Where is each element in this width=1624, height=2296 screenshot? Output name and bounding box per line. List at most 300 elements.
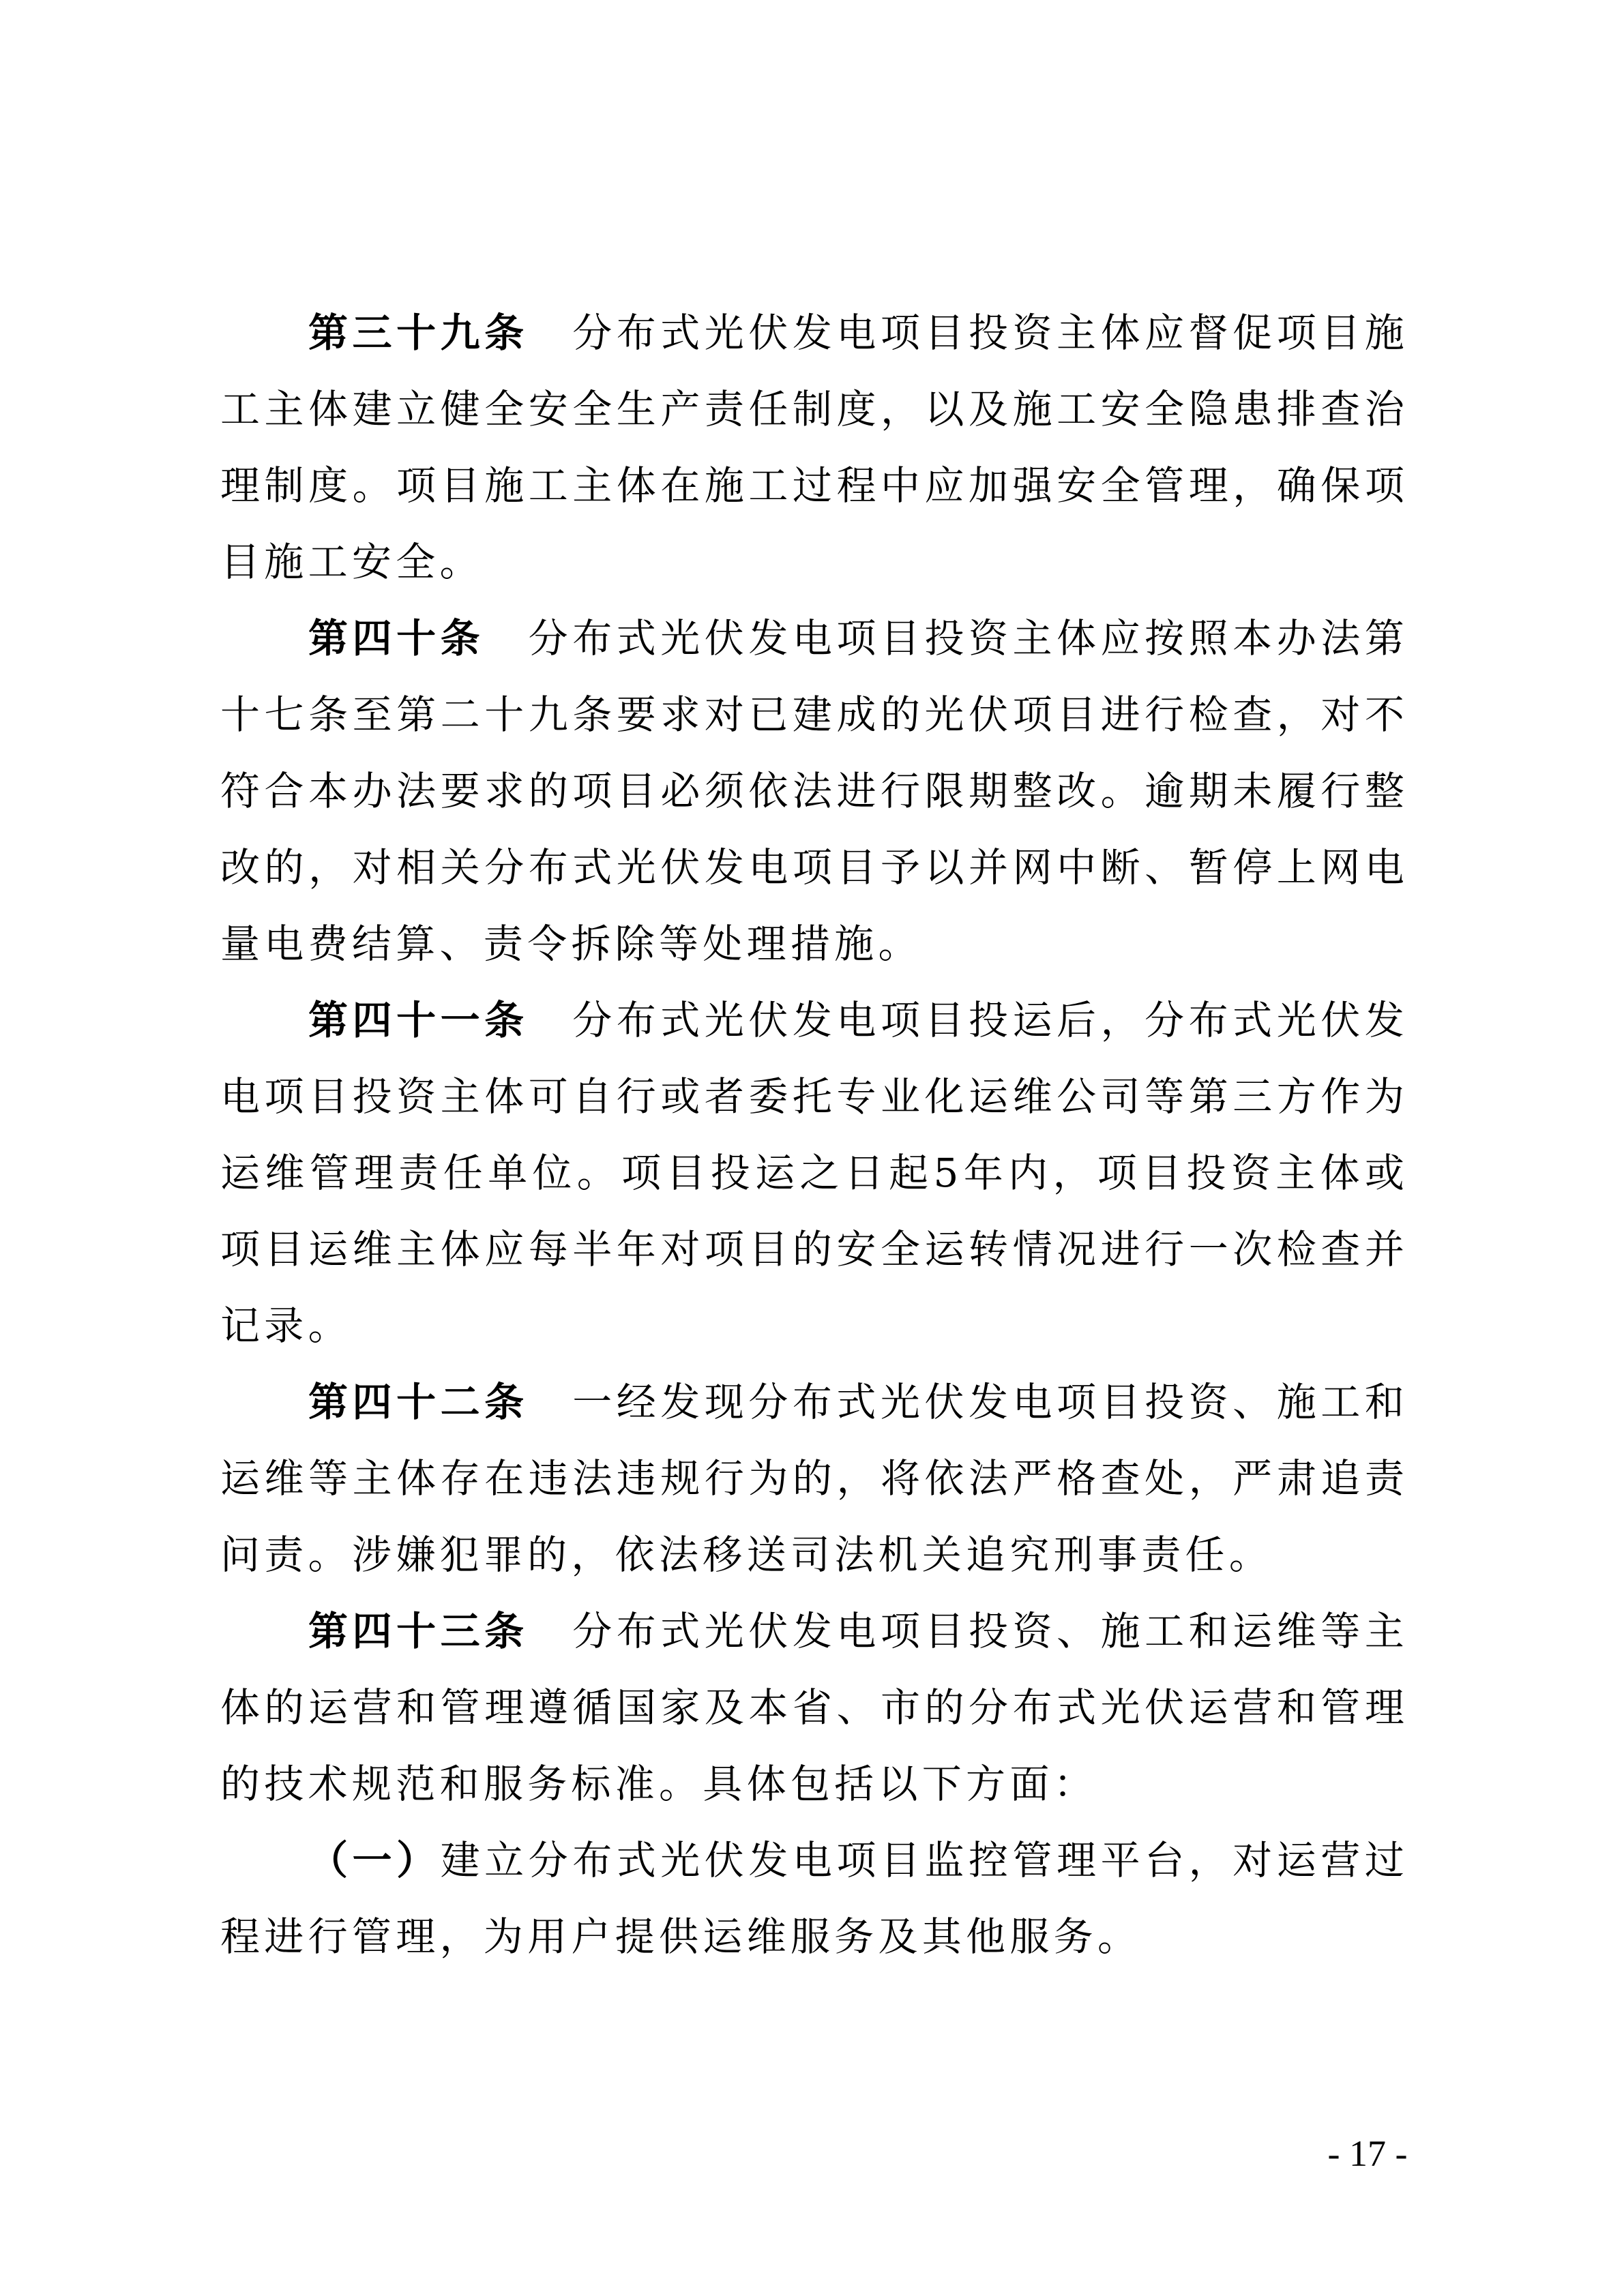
text-char: 务: [1053, 1913, 1093, 1960]
text-char: 予: [880, 844, 920, 891]
text-char: 体: [1057, 615, 1097, 661]
text-char: 事: [1097, 1532, 1137, 1578]
text-char: 理: [484, 1684, 525, 1731]
text-char: 发: [792, 997, 832, 1043]
text-char: 要: [440, 768, 480, 814]
text-char: 体: [1100, 310, 1140, 356]
text-char: 项: [1057, 1379, 1097, 1425]
text-char: 全: [880, 1226, 920, 1272]
text-char: 自: [572, 1073, 612, 1120]
text-char: 立: [484, 1837, 525, 1883]
text-char: 控: [968, 1837, 1008, 1883]
page-number: - 17 -: [1327, 2133, 1408, 2174]
text-char: 资: [1188, 1379, 1228, 1425]
text-char: 供: [658, 1913, 698, 1960]
text-char: 投: [1186, 1150, 1226, 1196]
text-char: 关: [440, 844, 480, 891]
text-char: ，: [1232, 462, 1273, 509]
text-char: 工: [220, 386, 261, 432]
text-char: 维: [264, 1455, 304, 1502]
text-char: 式: [616, 1837, 656, 1883]
text-char: 等: [308, 1455, 349, 1502]
paragraph-line: [220, 1287, 1404, 1364]
article-heading-char: 二: [440, 1379, 480, 1425]
text-char: 一: [1188, 1226, 1228, 1272]
text-char: 中: [1057, 844, 1097, 891]
text-char: 务: [527, 1761, 567, 1807]
text-char: 对: [352, 844, 392, 891]
text-char: 伏: [748, 997, 788, 1043]
text-char: 发: [748, 615, 788, 661]
text-char: 监: [924, 1837, 964, 1883]
text-char: 处: [703, 921, 743, 967]
text-char: 主: [352, 1455, 392, 1502]
text-char: 检: [1188, 691, 1228, 738]
text-char: 年: [963, 1150, 1003, 1196]
text-char: 行: [1320, 768, 1361, 814]
text-char: 强: [1012, 462, 1052, 509]
text-char: 程: [836, 462, 876, 509]
text-char: 七: [264, 691, 304, 738]
article-heading-char: 三: [440, 1608, 480, 1654]
text-char: 术: [308, 1761, 348, 1807]
text-char: 提: [615, 1913, 655, 1960]
text-char: 管: [1145, 462, 1185, 509]
text-char: 和: [1364, 1379, 1404, 1425]
text-char: 布: [1012, 1684, 1052, 1731]
text-char: 追: [1320, 1455, 1361, 1502]
text-char: 分: [748, 1379, 788, 1425]
text-char: 日: [844, 1150, 884, 1196]
article-heading-char: 第: [308, 1608, 349, 1654]
text-char: 经: [616, 1379, 656, 1425]
text-char: 项: [1097, 1150, 1137, 1196]
text-char: 目: [880, 615, 920, 661]
text-char: 投: [968, 1608, 1008, 1654]
paragraph-line: [220, 1746, 1404, 1822]
article-heading-char: ）: [396, 1837, 437, 1883]
text-char: 对: [1320, 691, 1361, 738]
text-char: 查: [1320, 386, 1361, 432]
text-char: 检: [1276, 1226, 1316, 1272]
text-char: 电: [748, 844, 788, 891]
text-char: 暂: [1188, 844, 1228, 891]
text-char: 市: [880, 1684, 920, 1731]
text-char: 求: [660, 691, 700, 738]
article-heading-char: 一: [352, 1837, 392, 1883]
text-char: 本: [748, 1684, 788, 1731]
text-char: 维: [1276, 1608, 1316, 1654]
text-char: [529, 295, 568, 371]
text-char: 平: [1100, 1837, 1140, 1883]
text-char: 理: [746, 921, 786, 967]
text-char: 项: [621, 1150, 662, 1196]
text-char: 规: [351, 1761, 392, 1807]
text-char: 目: [924, 997, 964, 1043]
text-char: 录: [264, 1302, 304, 1349]
text-char: 目: [666, 1150, 706, 1196]
text-char: 项: [572, 768, 612, 814]
text-char: 其: [921, 1913, 962, 1960]
text-char: 服: [790, 1913, 830, 1960]
text-char: 体: [1320, 1150, 1360, 1196]
text-char: ，: [1188, 1837, 1228, 1883]
text-char: 伏: [969, 691, 1009, 738]
text-char: 除: [615, 921, 655, 967]
text-char: 主: [440, 1073, 480, 1120]
text-char: 肃: [1276, 1455, 1316, 1502]
text-char: 布: [572, 615, 612, 661]
text-char: 十: [220, 691, 261, 738]
text-char: 九: [528, 691, 568, 738]
text-char: 布: [616, 310, 656, 356]
text-char: 运: [1188, 1684, 1228, 1731]
text-char: 体: [308, 386, 349, 432]
article-heading-char: 一: [440, 997, 480, 1043]
text-char: 健: [440, 386, 480, 432]
text-char: 为: [748, 1455, 788, 1502]
text-char: 光: [704, 997, 744, 1043]
text-char: 电: [836, 1608, 876, 1654]
text-char: 或: [1364, 1150, 1404, 1196]
text-char: 全: [396, 539, 436, 585]
article-heading-char: （: [308, 1837, 349, 1883]
text-char: 管: [1320, 1684, 1361, 1731]
text-char: 维: [352, 1226, 392, 1272]
text-char: 法: [969, 1455, 1009, 1502]
article-paragraph: [220, 295, 1404, 600]
text-char: 。: [658, 1761, 698, 1807]
text-char: 遵: [528, 1684, 568, 1731]
text-char: 方: [1276, 1073, 1316, 1120]
text-char: 发: [704, 844, 744, 891]
text-char: 责: [264, 1532, 304, 1578]
text-char: 条: [308, 691, 349, 738]
text-char: 分: [484, 844, 525, 891]
text-char: 行: [880, 768, 920, 814]
text-char: 以: [878, 1761, 918, 1807]
text-char: 等: [1145, 1073, 1185, 1120]
text-char: ：: [1053, 1761, 1093, 1807]
text-char: 行: [616, 1073, 656, 1120]
text-char: 结: [351, 921, 392, 967]
text-char: 分: [528, 1837, 568, 1883]
text-char: 在: [660, 462, 700, 509]
article-heading-char: 第: [308, 997, 349, 1043]
text-char: 理: [220, 462, 261, 509]
text-char: 伏: [1145, 1684, 1185, 1731]
text-char: 项: [880, 1608, 920, 1654]
text-char: 建: [440, 1837, 480, 1883]
text-char: 格: [1057, 1455, 1097, 1502]
text-char: 三: [1232, 1073, 1273, 1120]
text-char: 法: [792, 768, 832, 814]
paragraph-line: [220, 906, 1404, 982]
text-char: 工: [308, 539, 348, 585]
text-char: 体: [746, 1761, 786, 1807]
paragraph-line: [220, 1440, 1404, 1517]
text-char: 光: [704, 310, 744, 356]
text-char: 运: [1232, 1608, 1273, 1654]
text-char: 伏: [748, 1608, 788, 1654]
text-char: 资: [396, 1073, 437, 1120]
text-char: 立: [396, 386, 437, 432]
text-char: 上: [1276, 844, 1316, 891]
text-char: 犯: [439, 1532, 479, 1578]
text-char: 、: [1145, 844, 1185, 891]
text-char: 项: [220, 1226, 261, 1272]
text-char: 目: [880, 1837, 920, 1883]
text-char: 理: [1188, 462, 1228, 509]
text-char: 。: [308, 1302, 348, 1349]
text-char: 情: [1012, 1226, 1052, 1272]
text-char: 目: [440, 462, 480, 509]
text-char: 的: [264, 1684, 304, 1731]
text-char: 式: [572, 844, 612, 891]
text-char: 投: [1145, 1379, 1185, 1425]
text-char: 台: [1145, 1837, 1185, 1883]
text-char: 发: [792, 1608, 832, 1654]
text-char: 工: [528, 462, 568, 509]
paragraph-line: [220, 753, 1404, 829]
text-char: ，: [1052, 1150, 1093, 1196]
text-char: 工: [1057, 386, 1097, 432]
text-char: 整: [1364, 768, 1404, 814]
text-char: 建: [352, 386, 392, 432]
text-char: 存: [440, 1455, 480, 1502]
paragraph-line: [220, 1669, 1404, 1746]
article-heading-char: 四: [352, 1608, 392, 1654]
text-char: 准: [615, 1761, 655, 1807]
article-heading-char: 四: [352, 615, 392, 661]
text-char: 运: [924, 1226, 964, 1272]
text-char: 目: [220, 539, 261, 585]
text-char: 相: [396, 844, 437, 891]
text-char: 全: [572, 386, 612, 432]
text-char: 及: [878, 1913, 918, 1960]
text-char: 改: [220, 844, 261, 891]
text-char: ，: [836, 1455, 876, 1502]
text-char: 包: [790, 1761, 830, 1807]
text-char: 营: [1320, 1837, 1361, 1883]
text-char: 项: [704, 1226, 744, 1272]
text-char: 、: [836, 1684, 876, 1731]
text-char: 司: [1100, 1073, 1140, 1120]
text-char: 查: [1232, 691, 1273, 738]
text-char: 次: [1232, 1226, 1273, 1272]
text-char: 服: [1009, 1913, 1050, 1960]
text-char: 管: [309, 1150, 349, 1196]
text-char: 省: [792, 1684, 832, 1731]
text-char: 全: [1145, 386, 1185, 432]
text-char: 维: [746, 1913, 786, 1960]
text-char: 的: [220, 1761, 261, 1807]
text-char: 项: [1012, 691, 1052, 738]
text-char: 进: [264, 1913, 304, 1960]
text-char: 任: [748, 386, 788, 432]
text-char: 分: [572, 1608, 612, 1654]
text-char: 制: [792, 386, 832, 432]
text-char: 查: [1100, 1455, 1140, 1502]
text-char: 记: [220, 1302, 261, 1349]
text-char: 光: [880, 1379, 920, 1425]
text-char: 以: [924, 844, 964, 891]
text-char: 运: [1276, 1837, 1316, 1883]
text-char: 光: [704, 1608, 744, 1654]
text-char: 他: [966, 1913, 1006, 1960]
article-paragraph: [220, 600, 1404, 982]
text-char: 项: [880, 997, 920, 1043]
text-char: 的: [924, 1684, 964, 1731]
text-char: 生: [616, 386, 656, 432]
text-char: 成: [836, 691, 876, 738]
text-char: 运: [220, 1455, 261, 1502]
text-char: 体: [484, 1073, 525, 1120]
text-char: 体: [440, 1226, 480, 1272]
text-char: 分: [969, 1684, 1009, 1731]
text-char: 维: [1012, 1073, 1052, 1120]
text-char: 必: [660, 768, 700, 814]
text-char: 为: [483, 1913, 523, 1960]
paragraph-first-line: [220, 1822, 1404, 1898]
text-char: 分: [1145, 997, 1185, 1043]
text-char: 布: [616, 997, 656, 1043]
text-char: 量: [220, 921, 261, 967]
text-char: 、: [439, 921, 479, 967]
text-char: 处: [1145, 1455, 1185, 1502]
text-char: 法: [834, 1532, 874, 1578]
text-char: 理: [1057, 1837, 1097, 1883]
text-char: 体: [396, 1455, 437, 1502]
text-char: 。: [1228, 1532, 1269, 1578]
text-char: 目: [1320, 310, 1361, 356]
text-char: 第: [1364, 615, 1404, 661]
text-char: 条: [572, 691, 612, 738]
text-char: 施: [264, 539, 304, 585]
text-char: 施: [484, 462, 525, 509]
text-char: 对: [660, 1226, 700, 1272]
text-char: 依: [615, 1532, 655, 1578]
text-char: 任: [1185, 1532, 1225, 1578]
text-char: 用: [527, 1913, 567, 1960]
text-char: 服: [483, 1761, 523, 1807]
text-char: 行: [1145, 691, 1185, 738]
text-char: 排: [1276, 386, 1316, 432]
text-char: 国: [616, 1684, 656, 1731]
text-char: 光: [924, 691, 964, 738]
text-char: 应: [1100, 615, 1140, 661]
text-char: 第: [396, 691, 437, 738]
text-char: 式: [1057, 1684, 1097, 1731]
text-char: 期: [969, 768, 1009, 814]
text-char: 及: [704, 1684, 744, 1731]
text-char: 患: [1232, 386, 1273, 432]
paragraph-first-line: [220, 1593, 1404, 1669]
text-char: 光: [616, 844, 656, 891]
text-char: 主: [1275, 1150, 1316, 1196]
text-char: 循: [572, 1684, 612, 1731]
text-char: 式: [616, 615, 656, 661]
text-char: 至: [352, 691, 392, 738]
text-char: 行: [1145, 1226, 1185, 1272]
text-char: 项: [264, 1073, 304, 1120]
text-char: 促: [1232, 310, 1273, 356]
text-char: 督: [1188, 310, 1228, 356]
paragraph-line: [220, 1135, 1404, 1211]
paragraph-line: [220, 1211, 1404, 1287]
text-char: 须: [704, 768, 744, 814]
text-char: 。: [576, 1150, 617, 1196]
text-char: 行: [704, 1455, 744, 1502]
paragraph-line: [220, 524, 1404, 600]
text-char: 电: [792, 1837, 832, 1883]
text-char: 责: [704, 386, 744, 432]
text-char: 发: [1364, 997, 1404, 1043]
text-char: 安: [1100, 386, 1140, 432]
text-char: 布: [528, 844, 568, 891]
paragraph-line: [220, 371, 1404, 447]
article-heading-char: 第: [308, 615, 349, 661]
text-char: 之: [799, 1150, 840, 1196]
paragraph-first-line: [220, 982, 1404, 1058]
text-char: 每: [528, 1226, 568, 1272]
text-char: 安: [1057, 462, 1097, 509]
text-char: ，: [571, 1532, 611, 1578]
article-heading-char: 条: [484, 1379, 525, 1425]
text-char: 责: [398, 1150, 439, 1196]
text-char: 并: [969, 844, 1009, 891]
article-paragraph: [220, 982, 1404, 1364]
paragraph-first-line: [220, 600, 1404, 676]
text-char: 及: [969, 386, 1009, 432]
text-char: 或: [660, 1073, 700, 1120]
text-char: 停: [1232, 844, 1273, 891]
text-char: 改: [1057, 768, 1097, 814]
text-char: 和: [1188, 1608, 1228, 1654]
text-char: 项: [1364, 462, 1404, 509]
text-char: 年: [616, 1226, 656, 1272]
text-char: [484, 600, 524, 676]
text-char: 目: [264, 1226, 304, 1272]
text-char: 公: [1057, 1073, 1097, 1120]
text-char: [529, 982, 568, 1058]
text-char: 营: [1232, 1684, 1273, 1731]
text-char: 布: [616, 1608, 656, 1654]
text-char: 户: [571, 1913, 611, 1960]
text-char: 工: [1320, 1379, 1361, 1425]
text-char: 确: [1276, 462, 1316, 509]
paragraph-line: [220, 1517, 1404, 1593]
text-char: 本: [1232, 615, 1273, 661]
article-heading-char: 十: [396, 615, 437, 661]
text-char: 投: [924, 615, 964, 661]
text-char: 光: [1100, 1684, 1140, 1731]
text-char: 项: [836, 615, 876, 661]
article-heading-char: 条: [484, 997, 525, 1043]
text-char: 施: [1364, 310, 1404, 356]
text-char: 目: [1100, 1379, 1140, 1425]
text-char: 全: [1100, 462, 1140, 509]
text-char: 伏: [748, 310, 788, 356]
article-paragraph: [220, 1364, 1404, 1593]
text-char: [529, 1364, 568, 1440]
text-char: 安: [351, 539, 392, 585]
text-char: 发: [748, 1837, 788, 1883]
text-char: 主: [396, 1226, 437, 1272]
text-char: 主: [572, 462, 612, 509]
text-char: 已: [748, 691, 788, 738]
article-heading-char: 三: [352, 310, 392, 356]
